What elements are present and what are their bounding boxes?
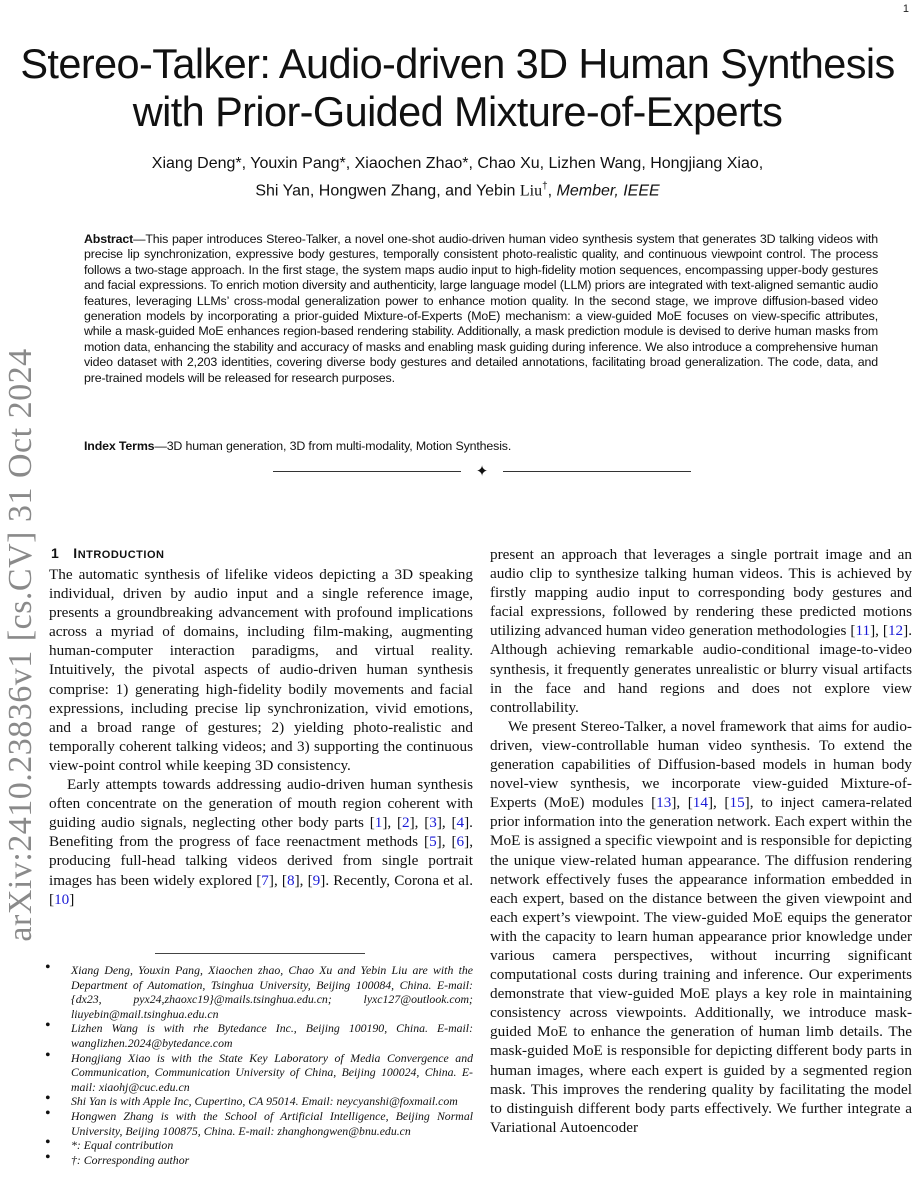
footnote-item: • Hongjiang Xiao is with the State Key Laboratory of Media Convergence and Communication, Communication University of China, Beijing 100024, China. E-mail: xiaohj@cuc.edu.cn: [49, 1051, 473, 1095]
paper-title: [0, 40, 915, 136]
citation-link[interactable]: 6: [456, 833, 465, 851]
divider-line-left: [273, 471, 461, 472]
section-heading-introduction: 1 INTRODUCTION: [51, 545, 165, 561]
authors-line-1: Xiang Deng*, Youxin Pang*, Xiaochen Zhao*, Chao Xu, Lizhen Wang, Hongjiang Xiao,: [151, 155, 764, 172]
dagger-mark: †: [542, 181, 548, 192]
footnote-item: • *: Equal contribution: [49, 1138, 473, 1153]
index-terms: Index Terms—3D human generation, 3D from multi-modality, Motion Synthesis.: [84, 439, 512, 453]
right-column: [490, 545, 912, 1137]
footnote-item: • †: Corresponding author: [49, 1153, 473, 1168]
citation-link[interactable]: 1: [374, 814, 383, 832]
footnote-item: • Lizhen Wang is with rhe Bytedance Inc., Beijing 100190, China. E-mail: wanglizhen.2024@bytedance.com: [49, 1021, 473, 1050]
citation-link[interactable]: 4: [456, 814, 465, 832]
footnote-item: • Hongwen Zhang is with the School of Artificial Intelligence, Beijing Normal University, Beijing 100875, China. E-mail: zhanghongwen@bnu.edu.cn: [49, 1109, 473, 1138]
divider-line-right: [503, 471, 691, 472]
corresponding-author-name: Liu: [519, 182, 543, 200]
left-column: [49, 565, 473, 909]
footnote-rule: [155, 953, 365, 954]
citation-link[interactable]: 8: [286, 871, 295, 889]
index-terms-label: Index Terms: [84, 439, 155, 453]
citation-link[interactable]: 10: [54, 890, 70, 908]
citation-link[interactable]: 15: [729, 794, 745, 812]
citation-link[interactable]: 3: [429, 814, 437, 832]
page-number: 1: [902, 3, 909, 15]
arxiv-stamp: [2, 305, 40, 985]
footnote-item: • Xiang Deng, Youxin Pang, Xiaochen zhao, Chao Xu and Yebin Liu are with the Department of Automation, Tsinghua University, Beijing 100084, China. E-mail:{dx23, pyx24,zhaoxc19}@mails.tsinghua.edu.cn; lyxc127@outlook.com; liuyebin@mail.tsinghua.edu.cn: [49, 963, 473, 1021]
citation-link[interactable]: 12: [887, 622, 904, 640]
intro-paragraph-2: Early attempts towards addressing audio-driven human synthesis often concentrate on the generation of mouth region coherent with guiding audio signals, neglecting other body parts [1], [2], [3], [4]. Benefiting from the progress of face reenactment methods [5], [6], producing full-head talking videos derived from single portrait images has been widely explored [7], [8], [9]. Recently, Corona et al. [10]: [49, 776, 474, 908]
footnote-list: [49, 963, 473, 1167]
author-list: [0, 152, 915, 202]
member-role: Member, IEEE: [556, 182, 660, 200]
section-divider: [273, 464, 691, 478]
citation-link[interactable]: 7: [261, 871, 269, 889]
title-line-2: with Prior-Guided Mixture-of-Experts: [132, 88, 783, 135]
abstract: Abstract—This paper introduces Stereo-Talker, a novel one-shot audio-driven human video synthesis system that generates 3D talking videos with precise lip synchronization, expressive body gestures, temporally consistent photo-realistic quality, and continuous viewpoint control. The process follows a two-stage approach. In the first stage, the system maps audio input to high-fidelity motion sequences, encompassing upper-body gestures and facial expressions. To enrich motion diversity and authenticity, large language model (LLM) priors are integrated with text-aligned semantic audio features, leveraging LLMs’ cross-modal generalization power to enhance motion quality. In the second stage, we improve diffusion-based video generation models by incorporating a prior-guided Mixture-of-Experts (MoE) mechanism: a view-guided MoE focuses on view-specific attributes, while a mask-guided MoE enhances region-based rendering stability. Additionally, a mask prediction module is devised to derive human masks from motion data, enhancing the stability and accuracy of masks and enabling mask guiding during inference. We also introduce a comprehensive human video dataset with 2,203 identities, covering diverse body gestures and detailed annotations, facilitating broad generalization. The code, data, and pre-trained models will be released for research purposes.: [84, 232, 878, 385]
authors-line-2: Shi Yan, Hongwen Zhang, and Yebin Liu†, Member, IEEE: [255, 181, 660, 200]
title-line-1: Stereo-Talker: Audio-driven 3D Human Synthesis: [20, 40, 895, 87]
citation-link[interactable]: 14: [692, 794, 708, 812]
intro-paragraph-1: The automatic synthesis of lifelike videos depicting a 3D speaking individual, driven by audio input and a single reference image, presents a groundbreaking advancement with profound implications across a myriad of domains, including film-making, augmenting human-computer interaction paradigms, and virtual reality. Intuitively, the pivotal aspects of audio-driven human synthesis comprise: 1) generating high-fidelity bodily movements and facial expressions, including precise lip synchronization, vivid emotions, and a broad range of gestures; 2) yielding photo-realistic and temporally coherent talking videos; and 3) supporting the continuous view-point control while keeping 3D consistency.: [49, 566, 473, 774]
citation-link[interactable]: 5: [429, 833, 437, 851]
abstract-label: Abstract: [84, 232, 134, 246]
citation-link[interactable]: 13: [656, 794, 672, 812]
citation-link[interactable]: 11: [855, 622, 871, 640]
arxiv-stamp-text: arXiv:2410.23836v1 [cs.CV] 31 Oct 2024: [2, 348, 39, 942]
intro-paragraph-4: We present Stereo-Talker, a novel framework that aims for audio-driven, view-controllable human video synthesis. To extend the generation capabilities of Diffusion-based models in human body novel-view synthesis, we incorporate view-guided Mixture-of-Experts (MoE) modules [13], [14], [15], to inject camera-related prior information into the generation network. Each expert within the MoE is assigned a specific viewpoint and is responsible for depicting the unique view-related human appearance. The diffusion rendering network effectively fuses the appearance information embedded in each expert, based on the distance between the given viewpoint and each expert’s viewpoint. The view-guided MoE equips the generator with the capacity to learn human appearance prior knowledge under various camera perspectives, without incurring significant computational costs during training and inference. Our experiments demonstrate that view-guided MoE plays a key role in maintaining consistency across viewpoints. Additionally, we introduce mask-guided MoE to enhance the generation of human limb details. The mask-guided MoE is responsible for depicting different body parts in human images, where each expert is guided by a segmented region mask. This improves the rendering quality by facilitating the model to distinguish different body parts effectively. We further integrate a Variational Autoencoder: [490, 717, 912, 1136]
abstract-text: This paper introduces Stereo-Talker, a novel one-shot audio-driven human video synthesis system that generates 3D talking videos with precise lip synchronization, expressive body gestures, temporally consistent photo-realistic quality, and continuous viewpoint control. The process follows a two-stage approach. In the first stage, the system maps audio input to high-fidelity motion sequences, encompassing upper-body gestures and facial expressions. To enrich motion diversity and authenticity, large language model (LLM) priors are integrated with text-aligned semantic audio features, leveraging LLMs’ cross-modal generalization power to enhance motion quality. In the second stage, we improve diffusion-based video generation models by incorporating a prior-guided Mixture-of-Experts (MoE) mechanism: a view-guided MoE focuses on view-specific attributes, while a mask-guided MoE enhances region-based rendering stability. Additionally, a mask prediction module is devised to derive human masks from motion data, enhancing the stability and accuracy of masks and enabling mask guiding during inference. We also introduce a comprehensive human video dataset with 2,203 identities, covering diverse body gestures and detailed annotations, facilitating broad generalization. The code, data, and pre-trained models will be released for research purposes.: [84, 232, 878, 385]
footnote-item: • Shi Yan is with Apple Inc, Cupertino, CA 95014. Email: neycyanshi@foxmail.com: [49, 1094, 473, 1109]
index-terms-text: 3D human generation, 3D from multi-modality, Motion Synthesis.: [166, 439, 512, 453]
citation-link[interactable]: 2: [402, 814, 410, 832]
section-number: 1: [51, 545, 60, 561]
diamond-ornament-icon: ✦: [475, 462, 489, 480]
intro-paragraph-3: present an approach that leverages a single portrait image and an audio clip to synthesize talking human videos. This is achieved by firstly mapping audio input to corresponding body gestures and facial expressions, followed by rendering these predicted motions utilizing advanced human video generation methodologies [11], [12]. Although achieving remarkable audio-conditional image-to-video synthesis, it frequently generates unrealistic or blurry visual artifacts in the face and hand regions and does not explore view controllability.: [490, 546, 912, 716]
citation-link[interactable]: 9: [312, 871, 321, 889]
